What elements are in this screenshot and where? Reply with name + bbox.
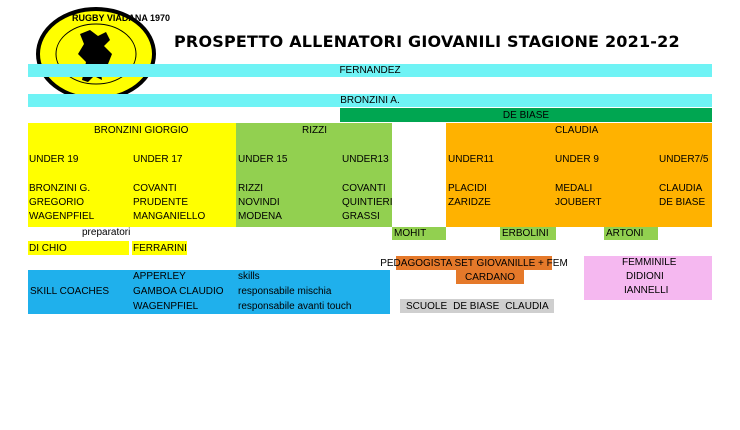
coach-name: COVANTI [133, 183, 177, 194]
pedagogista-cell [380, 256, 568, 270]
cardano-label: CARDANO [464, 271, 515, 283]
femminile-title: FEMMINILE [622, 257, 677, 268]
skill-coach-role: responsabile avanti touch [238, 301, 352, 312]
fernandez-row [28, 64, 712, 77]
femminile-name: IANNELLI [624, 285, 669, 296]
logo-text: RUGBY VIADANA 1970 [72, 13, 171, 23]
artoni-cell [604, 227, 658, 240]
claudia-block [446, 123, 712, 227]
coach-name: MANGANIELLO [133, 211, 206, 222]
coach-name: GREGORIO [29, 197, 85, 208]
category-under7-5: UNDER7/5 [659, 154, 709, 165]
club-logo [30, 6, 171, 102]
coach-name: JOUBERT [555, 197, 602, 208]
coach-name: PLACIDI [448, 183, 487, 194]
category-under13: UNDER13 [342, 154, 389, 165]
group-bronzini-giorgio: BRONZINI GIORGIO [94, 125, 189, 136]
pedagogista-label: PEDAGOGISTA SET GIOVANILLE + FEM [380, 257, 568, 269]
coach-name: ZARIDZE [448, 197, 491, 208]
bronzini-a-row [28, 94, 712, 107]
cardano-cell [456, 270, 524, 284]
skill-coach-role: responsabile mischia [238, 286, 332, 297]
coach-name: WAGENPFIEL [29, 211, 95, 222]
artoni-label: ARTONI [606, 228, 644, 239]
coach-name: COVANTI [342, 183, 386, 194]
scuole-cell [400, 299, 554, 313]
skill-coach-name: APPERLEY [133, 271, 186, 282]
scuole-name: DE BIASE [453, 300, 500, 312]
skill-coach-name: WAGENPFIEL [133, 301, 199, 312]
category-under9: UNDER 9 [555, 154, 599, 165]
coach-name: GRASSI [342, 211, 380, 222]
coach-name: NOVINDI [238, 197, 280, 208]
fernandez-label: FERNANDEZ [339, 65, 401, 76]
di-chio-cell [28, 241, 129, 255]
category-under11: UNDER11 [448, 154, 494, 165]
category-under15: UNDER 15 [238, 154, 288, 165]
erbolini-cell [500, 227, 556, 240]
de-biase-row [340, 108, 712, 122]
coach-name: CLAUDIA [659, 183, 703, 194]
di-chio-label: DI CHIO [29, 242, 67, 254]
page-title: PROSPETTO ALLENATORI GIOVANILI STAGIONE 2021-22 [174, 32, 680, 51]
coach-name: MODENA [238, 211, 282, 222]
coach-name: RIZZI [238, 183, 263, 194]
mohit-cell [392, 227, 446, 240]
mohit-label: MOHIT [394, 228, 427, 239]
group-claudia: CLAUDIA [555, 125, 599, 136]
coach-name: DE BIASE [659, 197, 706, 208]
femminile-name: DIDIONI [626, 271, 664, 282]
ferrarini-cell [132, 241, 187, 255]
de-biase-label: DE BIASE [502, 109, 550, 121]
scuole-name: CLAUDIA [505, 300, 549, 312]
coach-name: PRUDENTE [133, 197, 189, 208]
group-rizzi: RIZZI [302, 125, 327, 136]
category-under17: UNDER 17 [133, 154, 183, 165]
erbolini-label: ERBOLINI [502, 228, 549, 239]
ferrarini-label: FERRARINI [133, 242, 187, 254]
coach-name: MEDALI [555, 183, 593, 194]
preparatori-label: preparatori [82, 227, 131, 238]
skill-coach-name: GAMBOA CLAUDIO [133, 286, 224, 297]
scuole-label: SCUOLE [406, 300, 448, 312]
coach-name: QUINTIERI [342, 197, 393, 208]
coach-name: BRONZINI G. [29, 183, 91, 194]
bronzini-a-label: BRONZINI A. [340, 95, 400, 106]
category-under19: UNDER 19 [29, 154, 79, 165]
skill-coaches-label: SKILL COACHES [30, 286, 110, 297]
skill-coach-role: skills [238, 271, 260, 282]
